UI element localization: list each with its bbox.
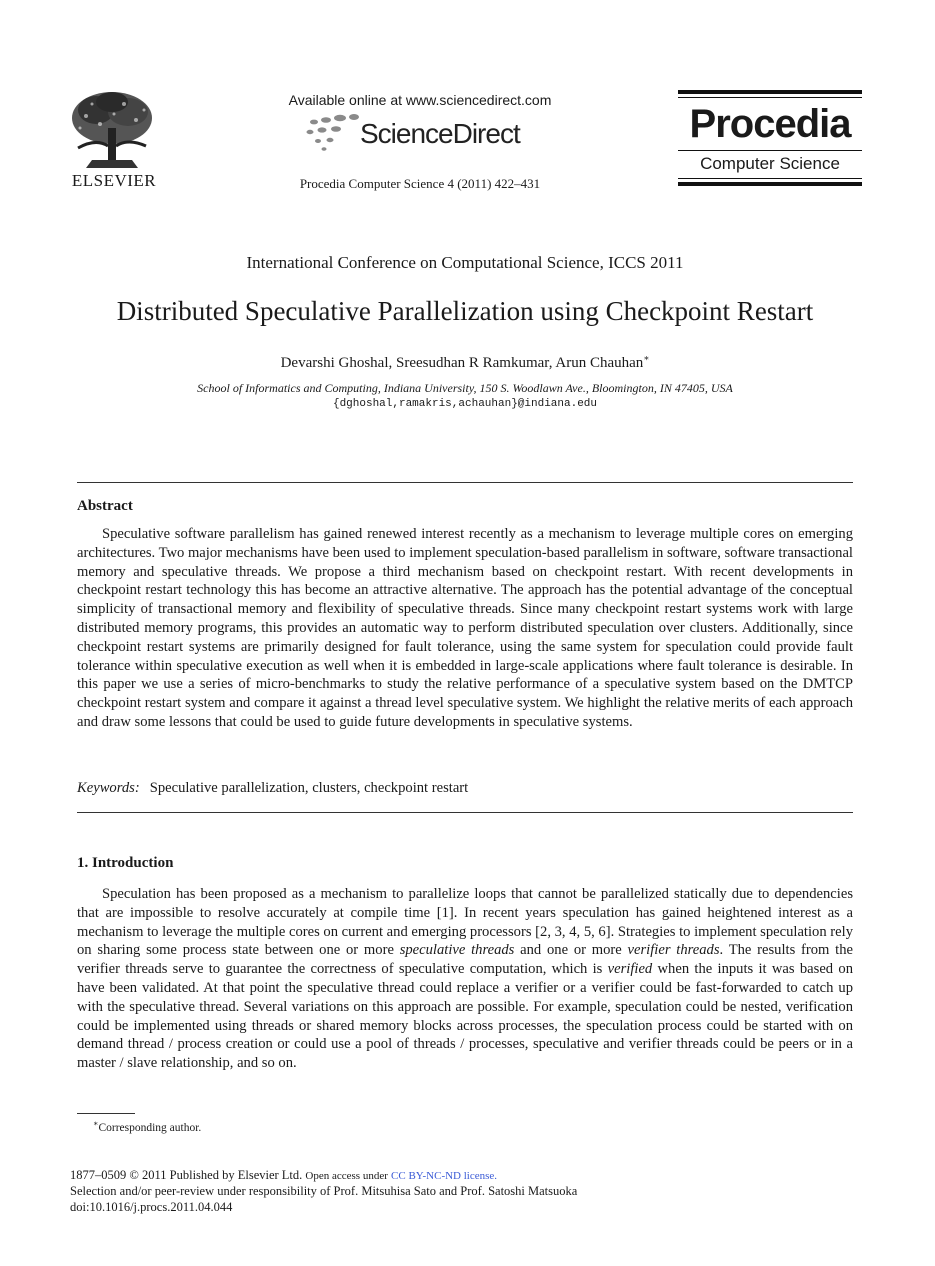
intro-em-verifier-threads: verifier threads — [627, 942, 720, 959]
footnote-mark: ∗ — [93, 1119, 99, 1128]
license-link[interactable]: CC BY-NC-ND license. — [391, 1170, 498, 1182]
procedia-subtitle: Computer Science — [700, 154, 840, 173]
footnote-rule — [77, 1113, 135, 1114]
elsevier-tree-logo — [66, 88, 158, 172]
procedia-rule-mid — [678, 150, 862, 151]
procedia-rule-top — [678, 90, 862, 94]
authors-text: Devarshi Ghoshal, Sreesudhan R Ramkumar, Arun Chauhan — [280, 355, 644, 371]
intro-text-3: . The results from the verifier threads serve to guarantee the correctness of speculative computation, which is — [77, 942, 854, 978]
footnote — [93, 1119, 201, 1134]
procedia-logo — [678, 90, 862, 190]
peer-review-line: Selection and/or peer-review under responsibility of Prof. Mitsuhisa Sato and Prof. Satoshi Matsuoka — [70, 1184, 578, 1198]
procedia-title: Procedia — [689, 102, 851, 146]
available-online-text: Available online at www.sciencedirect.com — [288, 92, 552, 108]
keywords-text: Speculative parallelization, clusters, checkpoint restart — [149, 780, 469, 796]
intro-em-verified: verified — [607, 961, 653, 978]
affiliation: School of Informatics and Computing, Indiana University, 150 S. Woodlawn Ave., Bloomington, IN 47405, USA — [197, 381, 733, 395]
doi-line: doi:10.1016/j.procs.2011.04.044 — [70, 1200, 233, 1214]
procedia-rule-top-thin — [678, 97, 862, 98]
abstract-text: Speculative software parallelism has gained renewed interest recently as a mechanism to leverage multiple cores on emerging architectures. Two major mechanisms have been used to implement speculation-based parallelism in software, software transactional memory and speculative threads. We propose a third mechanism based on checkpoint restart. With recent developments in checkpoint restart technology this has become an attractive alternative. The approach has the potential advantage of the conceptual simplicity of transactional memory and flexibility of speculative threads. Since many checkpoint restart systems work with large distributed memory programs, this provides an automatic way to perform distributed speculation over clusters. Additionally, since checkpoint restart systems are primarily designed for fault tolerance, using the same system for speculation could provide fault tolerance within speculative execution as well when it is embedded in large-scale applications where fault tolerance is desirable. In this paper we use a series of micro-benchmarks to study the relative performance of a speculative system based on the DMTCP checkpoint restart system and compare it against a thread level speculative system. We highlight the relative merits of each approach and draw some lessons that could be used to guide future developments in speculative systems. — [77, 526, 853, 730]
procedia-rule-bottom — [678, 182, 862, 186]
footnote-text: Corresponding author. — [98, 1121, 202, 1134]
open-access-text: Open access under — [305, 1170, 388, 1182]
introduction-paragraph — [77, 885, 853, 1073]
intro-text-2: and one or more — [514, 942, 628, 959]
elsevier-wordmark: ELSEVIER — [71, 171, 157, 190]
sciencedirect-wordmark: ScienceDirect — [360, 118, 520, 149]
introduction-heading: 1. Introduction — [77, 855, 174, 871]
journal-reference: Procedia Computer Science 4 (2011) 422–431 — [299, 176, 541, 191]
abstract-heading: Abstract — [77, 498, 133, 514]
intro-em-speculative-threads: speculative threads — [399, 942, 515, 959]
author-list — [0, 353, 930, 372]
intro-text-1: Speculation has been proposed as a mechanism to parallelize loops that cannot be parallelized statically due to dependencies that are impossible to resolve accurately at compile time [1]. In recent years speculation has gained heightened interest as a mechanism to leverage the multiple cores on current and emerging processors [2, 3, 4, 5, 6]. Strategies to implement speculation rely on sharing some process state between one or more — [77, 886, 853, 959]
abstract-top-rule — [77, 482, 853, 483]
procedia-rule-bottom-thin — [678, 178, 862, 179]
intro-text-4: when the inputs it was based on have been validated. At that point the speculative thread could replace a verifier or a verifier could be fast-forwarded to catch up with the speculative thread. Several variations on this approach are possible. For example, speculation could be nested, verification could be implemented using threads or shared memory blocks across processes, the speculation process could be started with on demand thread / process creation or could use a pool of threads / processes, speculative and verifier threads could be peers or in a master / slave relationship, and so on. — [77, 961, 853, 1072]
conference-name: International Conference on Computational Science, ICCS 2011 — [246, 253, 684, 272]
keywords — [77, 780, 468, 797]
abstract-bottom-rule — [77, 812, 853, 813]
author-emails: {dghoshal,ramakris,achauhan}@indiana.edu — [332, 398, 598, 410]
copyright-text: 1877–0509 © 2011 Published by Elsevier Ltd. — [70, 1168, 303, 1182]
keywords-label: Keywords: — [77, 780, 140, 796]
author-footnote-mark: ∗ — [643, 353, 650, 363]
paper-title: Distributed Speculative Parallelization using Checkpoint Restart — [116, 296, 814, 326]
copyright-line — [70, 1168, 497, 1183]
